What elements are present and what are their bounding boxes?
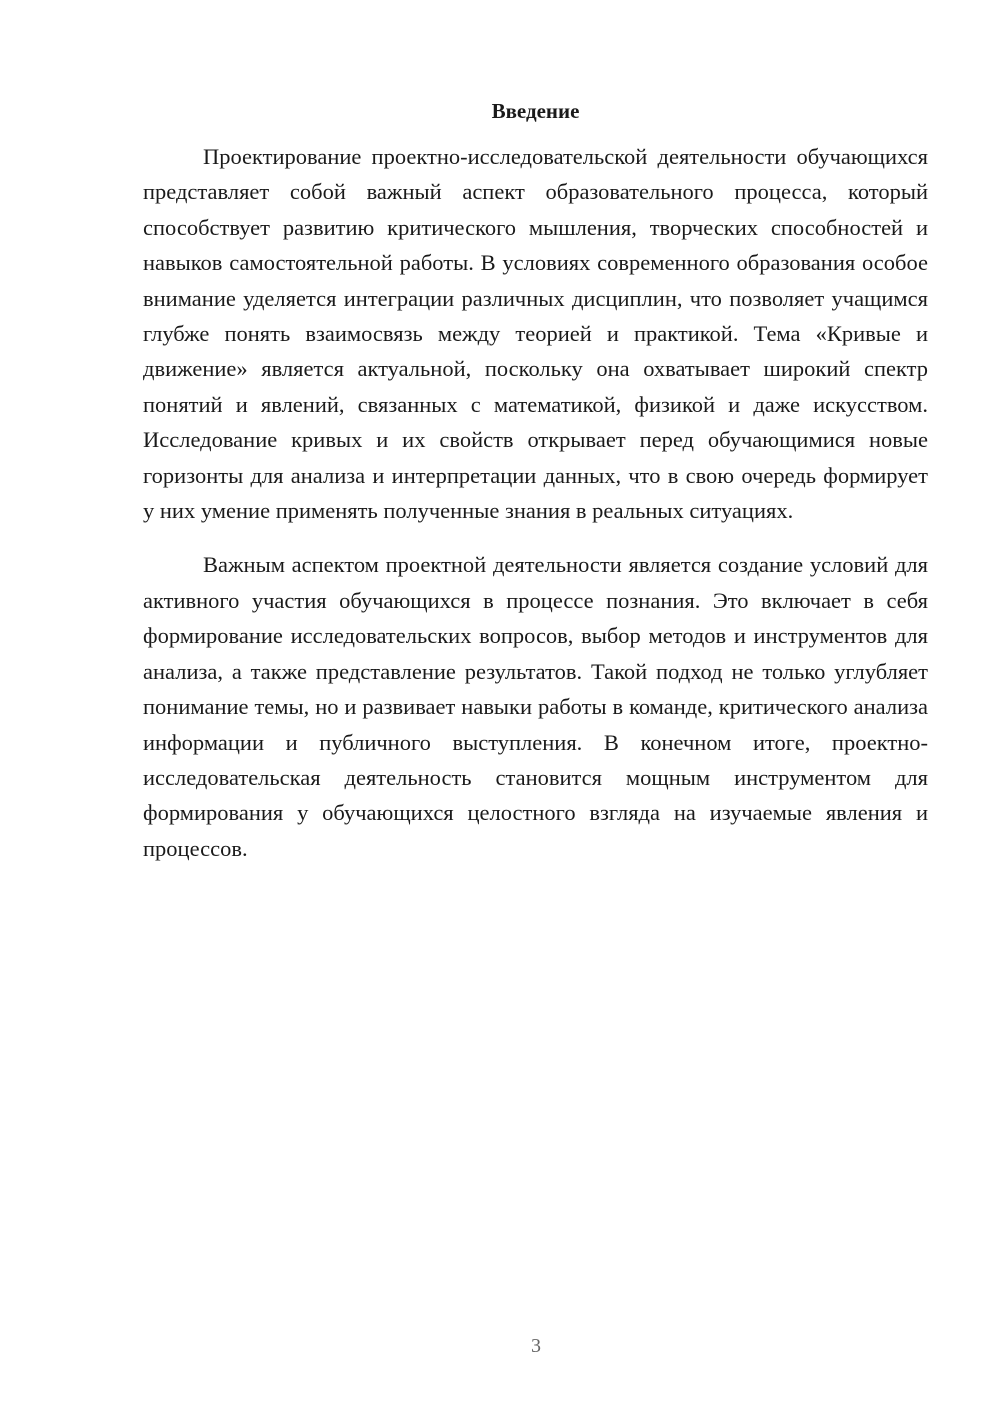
- section-title: Введение: [491, 99, 580, 123]
- paragraph-2: Важным аспектом проектной деятельности является создание условий для активного участия обучающихся в процессе познания. Это включает в себя формирование исследовательских вопросов, выбор методов и инструментов для анализа, а также представление результатов. Такой подход не только углубляет понимание темы, но и развивает навыки работы в команде, критического анализа информации и публичного выступления. В конечном итоге, проектно-исследовательская деятельность становится мощным инструментом для формирования у обучающихся целостного взгляда на изучаемые явления и процессов.: [143, 552, 928, 861]
- page-content: [143, 96, 928, 866]
- paragraph-1: Проектирование проектно-исследовательской деятельности обучающихся представляет собой важный аспект образовательного процесса, который способствует развитию критического мышления, творческих способностей и навыков самостоятельной работы. В условиях современного образования особое внимание уделяется интеграции различных дисциплин, что позволяет учащимся глубже понять взаимосвязь между теорией и практикой. Тема «Кривые и движение» является актуальной, поскольку она охватывает широкий спектр понятий и явлений, связанных с математикой, физикой и даже искусством. Исследование кривых и их свойств открывает перед обучающимися новые горизонты для анализа и интерпретации данных, что в свою очередь формирует у них умение применять полученные знания в реальных ситуациях.: [143, 144, 928, 524]
- page-number: 3: [531, 1335, 541, 1357]
